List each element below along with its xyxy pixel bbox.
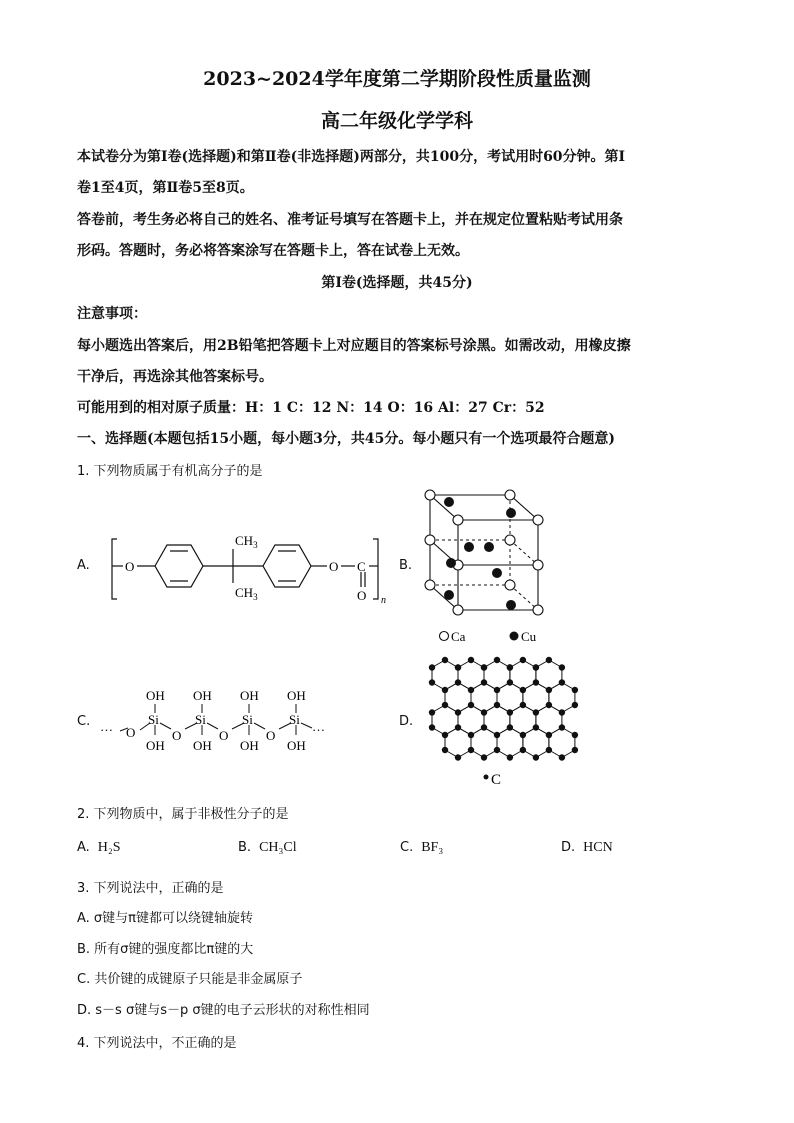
q2-option-c: C. BF₃ [400, 840, 444, 855]
carbon-atom [520, 747, 526, 753]
carbon-atom [468, 702, 474, 708]
q3-option-c: C. 共价键的成键原子只能是非金属原子 [77, 972, 303, 987]
bridging-oxygen: O [266, 728, 276, 743]
carbon-atom [559, 754, 565, 760]
carbon-atom [494, 657, 500, 663]
q4-stem: 4. 下列说法中，不正确的是 [77, 1036, 237, 1051]
carbon-atom [533, 709, 539, 715]
carbon-atom [546, 732, 552, 738]
q3-option-b: B. 所有σ键的强度都比π键的大 [77, 942, 254, 957]
carbon-atom [442, 702, 448, 708]
carbon-atom [455, 679, 461, 685]
hydroxyl: OH [193, 688, 212, 703]
section-heading: 第Ⅰ卷(选择题，共45分) [321, 275, 473, 291]
bridging-oxygen: O [126, 725, 136, 740]
carbon-atom [507, 664, 513, 670]
hydroxyl: OH [240, 738, 259, 753]
carbon-atom [533, 724, 539, 730]
hydroxyl: OH [287, 738, 306, 753]
carbon-atom [429, 679, 435, 685]
carbon-atom [429, 709, 435, 715]
carbon-atom [429, 724, 435, 730]
hydroxyl: OH [193, 738, 212, 753]
q1-option-b-label: B. [399, 558, 413, 573]
q1-option-d-label: D. [399, 714, 414, 729]
carbon-atom [559, 724, 565, 730]
carbon-atom [559, 679, 565, 685]
chain-end-right: … [312, 719, 325, 734]
carbon-atom [481, 664, 487, 670]
silicate-chain-structure [98, 683, 358, 768]
carbon-atom [442, 732, 448, 738]
silicon-atom: Si [242, 712, 253, 727]
carbon-atom [520, 657, 526, 663]
carbon-atom [442, 747, 448, 753]
silicon-atom: Si [148, 712, 159, 727]
polycarbonate-structure [95, 525, 395, 610]
carbon-atom [559, 709, 565, 715]
carbon-atom [468, 687, 474, 693]
hydroxyl: OH [287, 688, 306, 703]
crystal-cell-diagram [415, 485, 555, 655]
methyl-top: $CH_3$ [235, 533, 258, 550]
q1-option-c-label: C. [77, 714, 91, 729]
legend-cu: Cu [521, 629, 537, 644]
carbon-atom [494, 732, 500, 738]
intro-line-2: 卷1至4页，第Ⅱ卷5至8页。 [77, 180, 254, 196]
legend-c: C [491, 772, 502, 788]
carbon-atom [533, 679, 539, 685]
carbon-atom [559, 664, 565, 670]
atomic-mass-line: 可能用到的相对原子质量：H：1 C：12 N：14 O：16 Al：27 Cr：52 [77, 400, 545, 416]
hydroxyl: OH [146, 738, 165, 753]
carbon-atom [507, 754, 513, 760]
exam-title: 2023~2024学年度第二学期阶段性质量监测 [203, 68, 591, 90]
carbon-atom [572, 732, 578, 738]
hydroxyl: OH [146, 688, 165, 703]
carbon-atom [455, 754, 461, 760]
ether-oxygen-right: O [329, 559, 339, 574]
exam-subtitle: 高二年级化学学科 [320, 110, 473, 132]
carbon-atom [520, 687, 526, 693]
carbon-atom [572, 747, 578, 753]
carbon-atom [507, 724, 513, 730]
q1-option-a-label: A. [77, 558, 90, 573]
q2-option-a: A. H₂S [77, 840, 121, 855]
q3-option-a: A. σ键与π键都可以绕键轴旋转 [77, 911, 253, 926]
carbon-atom [572, 702, 578, 708]
carbonyl-oxygen: O [357, 588, 367, 603]
carbon-atom [520, 702, 526, 708]
notice-line-1: 每小题选出答案后，用2B铅笔把答题卡上对应题目的答案标号涂黑。如需改动，用橡皮擦 [77, 338, 631, 354]
ether-oxygen-left: O [125, 559, 135, 574]
carbonyl-carbon: C [357, 559, 366, 574]
carbon-atom [442, 687, 448, 693]
carbon-atom [481, 724, 487, 730]
carbon-atom [455, 724, 461, 730]
carbon-atom [520, 732, 526, 738]
carbon-atom [494, 687, 500, 693]
q1-stem: 1. 下列物质属于有机高分子的是 [77, 464, 263, 479]
carbon-atom [533, 754, 539, 760]
q2-stem: 2. 下列物质中，属于非极性分子的是 [77, 807, 289, 822]
notice-line-2: 干净后，再选涂其他答案标号。 [77, 369, 273, 385]
q3-stem: 3. 下列说法中，正确的是 [77, 881, 224, 896]
bridging-oxygen: O [219, 728, 229, 743]
carbon-atom [481, 679, 487, 685]
carbon-atom [572, 687, 578, 693]
carbon-atom [546, 747, 552, 753]
carbon-atom [429, 664, 435, 670]
bridging-oxygen: O [172, 728, 182, 743]
carbon-atom [546, 657, 552, 663]
q2-option-b: B. CH₃Cl [238, 840, 297, 855]
carbon-atom [507, 679, 513, 685]
intro-line-1: 本试卷分为第Ⅰ卷(选择题)和第Ⅱ卷(非选择题)两部分，共100分，考试用时60分钟。第Ⅰ [77, 149, 626, 165]
chain-end-left: … [100, 719, 113, 734]
repeat-unit-n: n [381, 595, 386, 606]
carbon-atom [455, 664, 461, 670]
notice-title: 注意事项： [77, 306, 147, 322]
carbon-atom [507, 709, 513, 715]
hydroxyl: OH [240, 688, 259, 703]
carbon-atom [468, 747, 474, 753]
carbon-atom [546, 687, 552, 693]
carbon-atom [481, 709, 487, 715]
carbon-atom [546, 702, 552, 708]
q3-option-d: D. s－s σ键与s－p σ键的电子云形状的对称性相同 [77, 1003, 370, 1018]
intro-line-4: 形码。答题时，务必将答案涂写在答题卡上，答在试卷上无效。 [77, 243, 469, 259]
carbon-atom [468, 732, 474, 738]
legend-ca: Ca [451, 629, 466, 644]
carbon-atom [533, 664, 539, 670]
carbon-atom [494, 747, 500, 753]
silicon-atom: Si [289, 712, 300, 727]
q2-option-d: D. HCN [561, 840, 613, 855]
methyl-bottom: $CH_3$ [235, 585, 258, 602]
carbon-atom [455, 709, 461, 715]
intro-line-3: 答卷前，考生务必将自己的姓名、准考证号填写在答题卡上，并在规定位置粘贴考试用条 [77, 212, 623, 228]
carbon-atom [468, 657, 474, 663]
carbon-atom [442, 657, 448, 663]
silicon-atom: Si [195, 712, 206, 727]
carbon-atom [481, 754, 487, 760]
part-heading: 一、选择题(本题包括15小题，每小题3分，共45分。每小题只有一个选项最符合题意) [77, 431, 615, 447]
carbon-atom [494, 702, 500, 708]
graphene-lattice-diagram [420, 655, 590, 790]
